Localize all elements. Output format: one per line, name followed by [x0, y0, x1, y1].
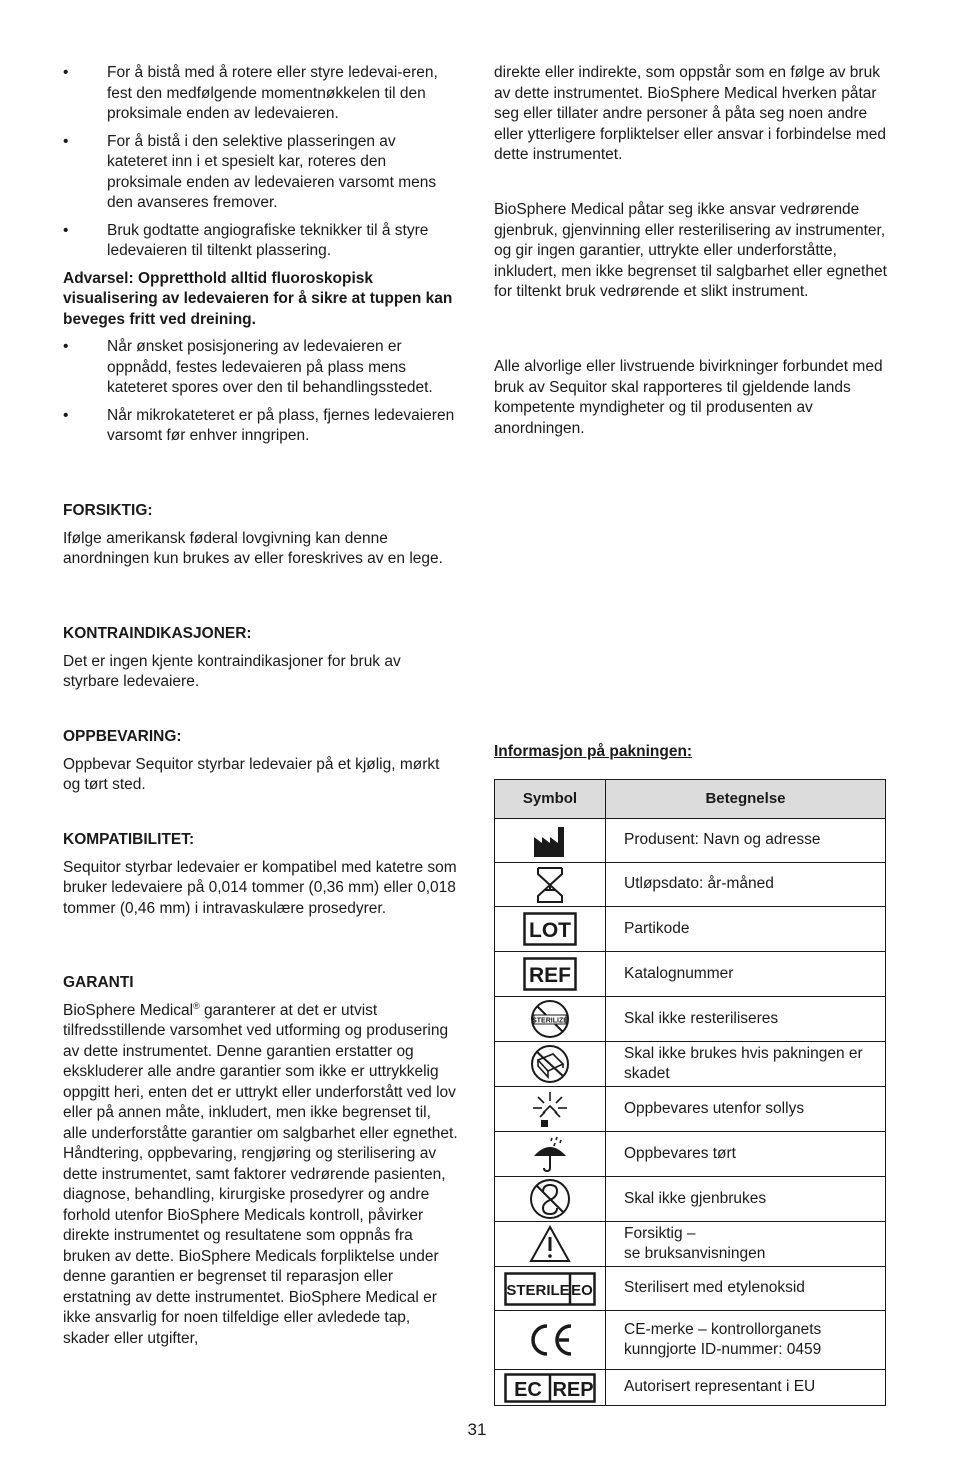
table-cell-description: Partikode	[606, 907, 886, 952]
table-cell-description: Oppbevares tørt	[606, 1132, 886, 1177]
table-cell-description: Utløpsdato: år-måned	[606, 863, 886, 907]
table-cell-description: Produsent: Navn og adresse	[606, 819, 886, 863]
section-kompatibilitet	[63, 830, 459, 919]
section-garanti	[63, 973, 459, 1349]
table-row	[495, 1042, 886, 1087]
list-item: • Når mikrokateteret er på plass, fjernes ledevaieren varsomt før enhver inngripen.	[63, 406, 455, 444]
caution-icon	[495, 1222, 606, 1267]
paragraph: direkte eller indirekte, som oppstår som en følge av bruk av dette instrumentet. BioSphere Medical hverken påtar seg eller tillater andre personer å påta seg noen andre eller ytterligere forpliktelser eller ansvar i forbindelse med dette instrumentet.	[494, 64, 886, 163]
hourglass-icon	[495, 863, 606, 907]
ec-rep-icon	[495, 1370, 606, 1406]
page-number: 31	[467, 1420, 487, 1439]
table-row	[495, 1222, 886, 1267]
package-info-heading: Informasjon på pakningen:	[494, 743, 693, 760]
section-heading: FORSIKTIG:	[63, 502, 153, 519]
keep-dry-icon	[495, 1132, 606, 1177]
column-header-symbol: Symbol	[495, 780, 606, 819]
svg-text:EC: EC	[514, 1378, 542, 1401]
sterile-eo-icon	[495, 1267, 606, 1311]
table-cell-description: Skal ikke gjenbrukes	[606, 1177, 886, 1222]
table-row	[495, 1177, 886, 1222]
table-cell-description: Skal ikke brukes hvis pakningen er skadet	[606, 1042, 886, 1087]
lot-icon	[495, 907, 606, 952]
svg-text:REF: REF	[529, 964, 571, 987]
section-heading: KOMPATIBILITET:	[63, 831, 195, 848]
section-heading: GARANTI	[63, 974, 134, 991]
left-column	[63, 63, 459, 454]
list-item: • Bruk godtatte angiografiske teknikker til å styre ledevaieren til tiltenkt plassering.	[63, 221, 429, 259]
table-row	[495, 997, 886, 1042]
section-heading: KONTRAINDIKASJONER:	[63, 625, 252, 642]
table-row	[495, 1370, 886, 1406]
table-row	[495, 819, 886, 863]
svg-text:REP: REP	[552, 1378, 594, 1401]
table-row	[495, 1087, 886, 1132]
section-body: Sequitor styrbar ledevaier er kompatibel med katetre som bruker ledevaiere på 0,014 tommer (0,36 mm) eller 0,018 tommer (0,46 mm) i intravaskulære prosedyrer.	[63, 858, 457, 917]
section-forsiktig	[63, 501, 459, 570]
ce-mark-icon	[495, 1311, 606, 1370]
do-not-reuse-icon	[495, 1177, 606, 1222]
paragraph: BioSphere Medical påtar seg ikke ansvar vedrørende gjenbruk, gjenvinning eller resterilisering av instrumenter, og gir ingen garantier, uttrykte eller underforståtte, inkludert, men ikke begrenset til salgbarhet eller egnethet for tiltenkt bruk vedrørende et slikt instrument.	[494, 201, 887, 300]
svg-text:EO: EO	[571, 1281, 593, 1299]
table-row	[495, 907, 886, 952]
table-cell-description: Oppbevares utenfor sollys	[606, 1087, 886, 1132]
table-row	[495, 1267, 886, 1311]
column-header-description: Betegnelse	[606, 780, 886, 819]
table-row	[495, 863, 886, 907]
table-header-row	[495, 780, 886, 819]
table-cell-description: Katalognummer	[606, 952, 886, 997]
damaged-package-icon	[495, 1042, 606, 1087]
table-cell-description: Autorisert representant i EU	[606, 1370, 886, 1406]
section-heading: OPPBEVARING:	[63, 728, 182, 745]
table-row	[495, 1132, 886, 1177]
table-row	[495, 1311, 886, 1370]
warning-text: Advarsel: Oppretthold alltid fluoroskopisk visualisering av ledevaieren for å sikre at tuppen kan beveges fritt ved dreining.	[63, 269, 453, 328]
section-body: Oppbevar Sequitor styrbar ledevaier på et kjølig, mørkt og tørt sted.	[63, 755, 440, 793]
do-not-resterilize-icon	[495, 997, 606, 1042]
table-row	[495, 952, 886, 997]
table-cell-description: CE-merke – kontrollorganets kunngjorte ID-nummer: 0459	[606, 1311, 886, 1370]
section-body: Det er ingen kjente kontraindikasjoner for bruk av styrbare ledevaiere.	[63, 652, 401, 690]
symbol-table	[494, 779, 886, 1406]
list-item: • Når ønsket posisjonering av ledevaieren er oppnådd, festes ledevaieren på plass mens kateteret spores over den til behandlingsstedet.	[63, 338, 433, 396]
table-cell-description: Skal ikke resteriliseres	[606, 997, 886, 1042]
keep-from-sunlight-icon	[495, 1087, 606, 1132]
svg-text:STERILE: STERILE	[506, 1281, 570, 1299]
section-kontraindikasjoner	[63, 624, 459, 693]
svg-text:STERILIZE: STERILIZE	[532, 1017, 568, 1025]
table-cell-description: Sterilisert med etylenoksid	[606, 1267, 886, 1311]
ref-icon	[495, 952, 606, 997]
manufacturer-icon	[495, 819, 606, 863]
svg-text:LOT: LOT	[529, 919, 571, 942]
table-cell-description: Forsiktig – se bruksanvisningen	[606, 1222, 886, 1267]
list-item: • For å bistå i den selektive plasseringen av kateteret inn i et spesielt kar, roteres den proksimale enden av ledevaieren varsomt mens den avanseres fremover.	[63, 132, 437, 211]
section-body: BioSphere Medical® garanterer at det er utvist tilfredsstillende varsomhet ved utforming og produsering av dette instrumentet. Denne garantien erstatter og ekskluderer alle andre garantier som ikke er uttrykkelig oppgitt heri, enten det er uttrykt eller underforstått ved lov eller på annen måte, inkludert, men ikke begrenset til, alle underforståtte garantier om salgbarhet eller egnethet. Håndtering, oppbevaring, rengjøring og sterilisering av dette instrumentet, samt faktorer vedrørende pasienten, diagnose, behandling, kirurgiske prosedyrer og andre forhold utenfor BioSphere Medicals kontroll, påvirker direkte instrumentet og resultatene som oppnås fra bruken av dette. BioSphere Medicals forpliktelse under denne garantien er begrenset til reparasjon eller erstatning av dette instrumentet. BioSphere Medical er ikke ansvarlig for noen tilfeldige eller avledede tap, skader eller utgifter,	[63, 1000, 458, 1347]
section-body: Ifølge amerikansk føderal lovgivning kan denne anordningen kun brukes av eller foreskrives av en lege.	[63, 529, 443, 567]
list-item: • For å bistå med å rotere eller styre ledevai-eren, fest den medfølgende momentnøkkelen til den proksimale enden av ledevaieren.	[63, 64, 438, 122]
section-oppbevaring	[63, 727, 459, 796]
paragraph: Alle alvorlige eller livstruende bivirkninger forbundet med bruk av Sequitor skal rapporteres til gjeldende lands kompetente myndigheter og til produsenten av anordningen.	[494, 358, 883, 437]
